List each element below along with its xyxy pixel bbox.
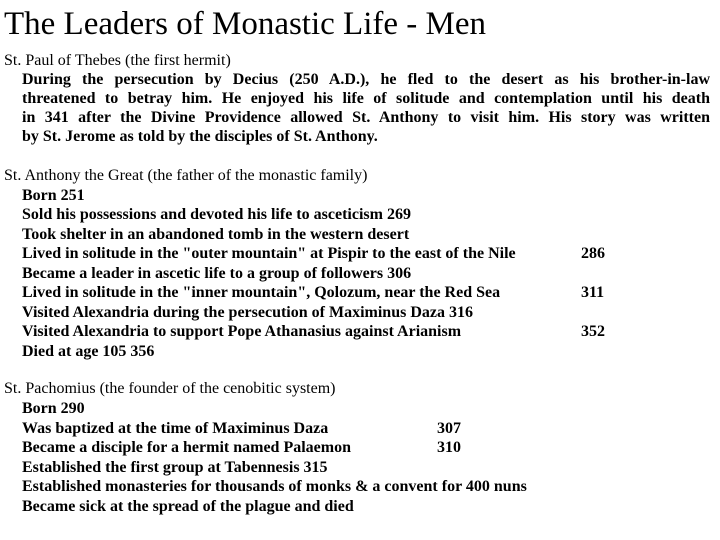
anthony-line-1: Born 251: [22, 187, 85, 204]
anthony-year-352: 352: [581, 323, 605, 340]
anthony-line-6: Lived in solitude in the "inner mountain", Qolozum, near the Red Sea: [22, 284, 501, 301]
pachomius-line-6: Became sick at the spread of the plague and died: [22, 498, 354, 515]
paul-line-3: in 341 after the Divine Providence allowed St. Anthony to visit him. His story was written: [22, 109, 710, 126]
pachomius-line-3: Became a disciple for a hermit named Palaemon: [22, 439, 351, 456]
paul-line-4: by St. Jerome as told by the disciples of St. Anthony.: [22, 128, 378, 145]
pachomius-year-307: 307: [437, 420, 461, 437]
anthony-line-4: Lived in solitude in the "outer mountain" at Pispir to the east of the Nile: [22, 245, 516, 262]
section-heading-pachomius: St. Pachomius (the founder of the cenobitic system): [4, 380, 336, 397]
anthony-year-286: 286: [581, 245, 605, 262]
section-heading-paul: St. Paul of Thebes (the first hermit): [4, 52, 231, 69]
page-title: The Leaders of Monastic Life - Men: [4, 6, 486, 42]
pachomius-line-2: Was baptized at the time of Maximinus Daza: [22, 420, 329, 437]
paul-line-1: During the persecution by Decius (250 A.D.), he fled to the desert as his brother-in-law: [22, 71, 710, 88]
pachomius-line-4: Established the first group at Tabennesis 315: [22, 459, 328, 476]
anthony-line-5: Became a leader in ascetic life to a group of followers 306: [22, 265, 412, 282]
anthony-line-2: Sold his possessions and devoted his life to asceticism 269: [22, 206, 411, 223]
paul-line-2: threatened to betray him. He enjoyed his life of solitude and contemplation until his death: [22, 90, 710, 107]
section-heading-anthony: St. Anthony the Great (the father of the monastic family): [4, 167, 368, 184]
anthony-line-8: Visited Alexandria to support Pope Athanasius against Arianism: [22, 323, 462, 340]
anthony-year-311: 311: [581, 284, 605, 301]
pachomius-line-1: Born 290: [22, 400, 85, 417]
anthony-line-3: Took shelter in an abandoned tomb in the western desert: [22, 226, 410, 243]
anthony-line-7: Visited Alexandria during the persecution of Maximinus Daza 316: [22, 304, 473, 321]
pachomius-line-5: Established monasteries for thousands of monks & a convent for 400 nuns: [22, 478, 527, 495]
anthony-line-9: Died at age 105 356: [22, 343, 155, 360]
pachomius-year-310: 310: [437, 439, 461, 456]
